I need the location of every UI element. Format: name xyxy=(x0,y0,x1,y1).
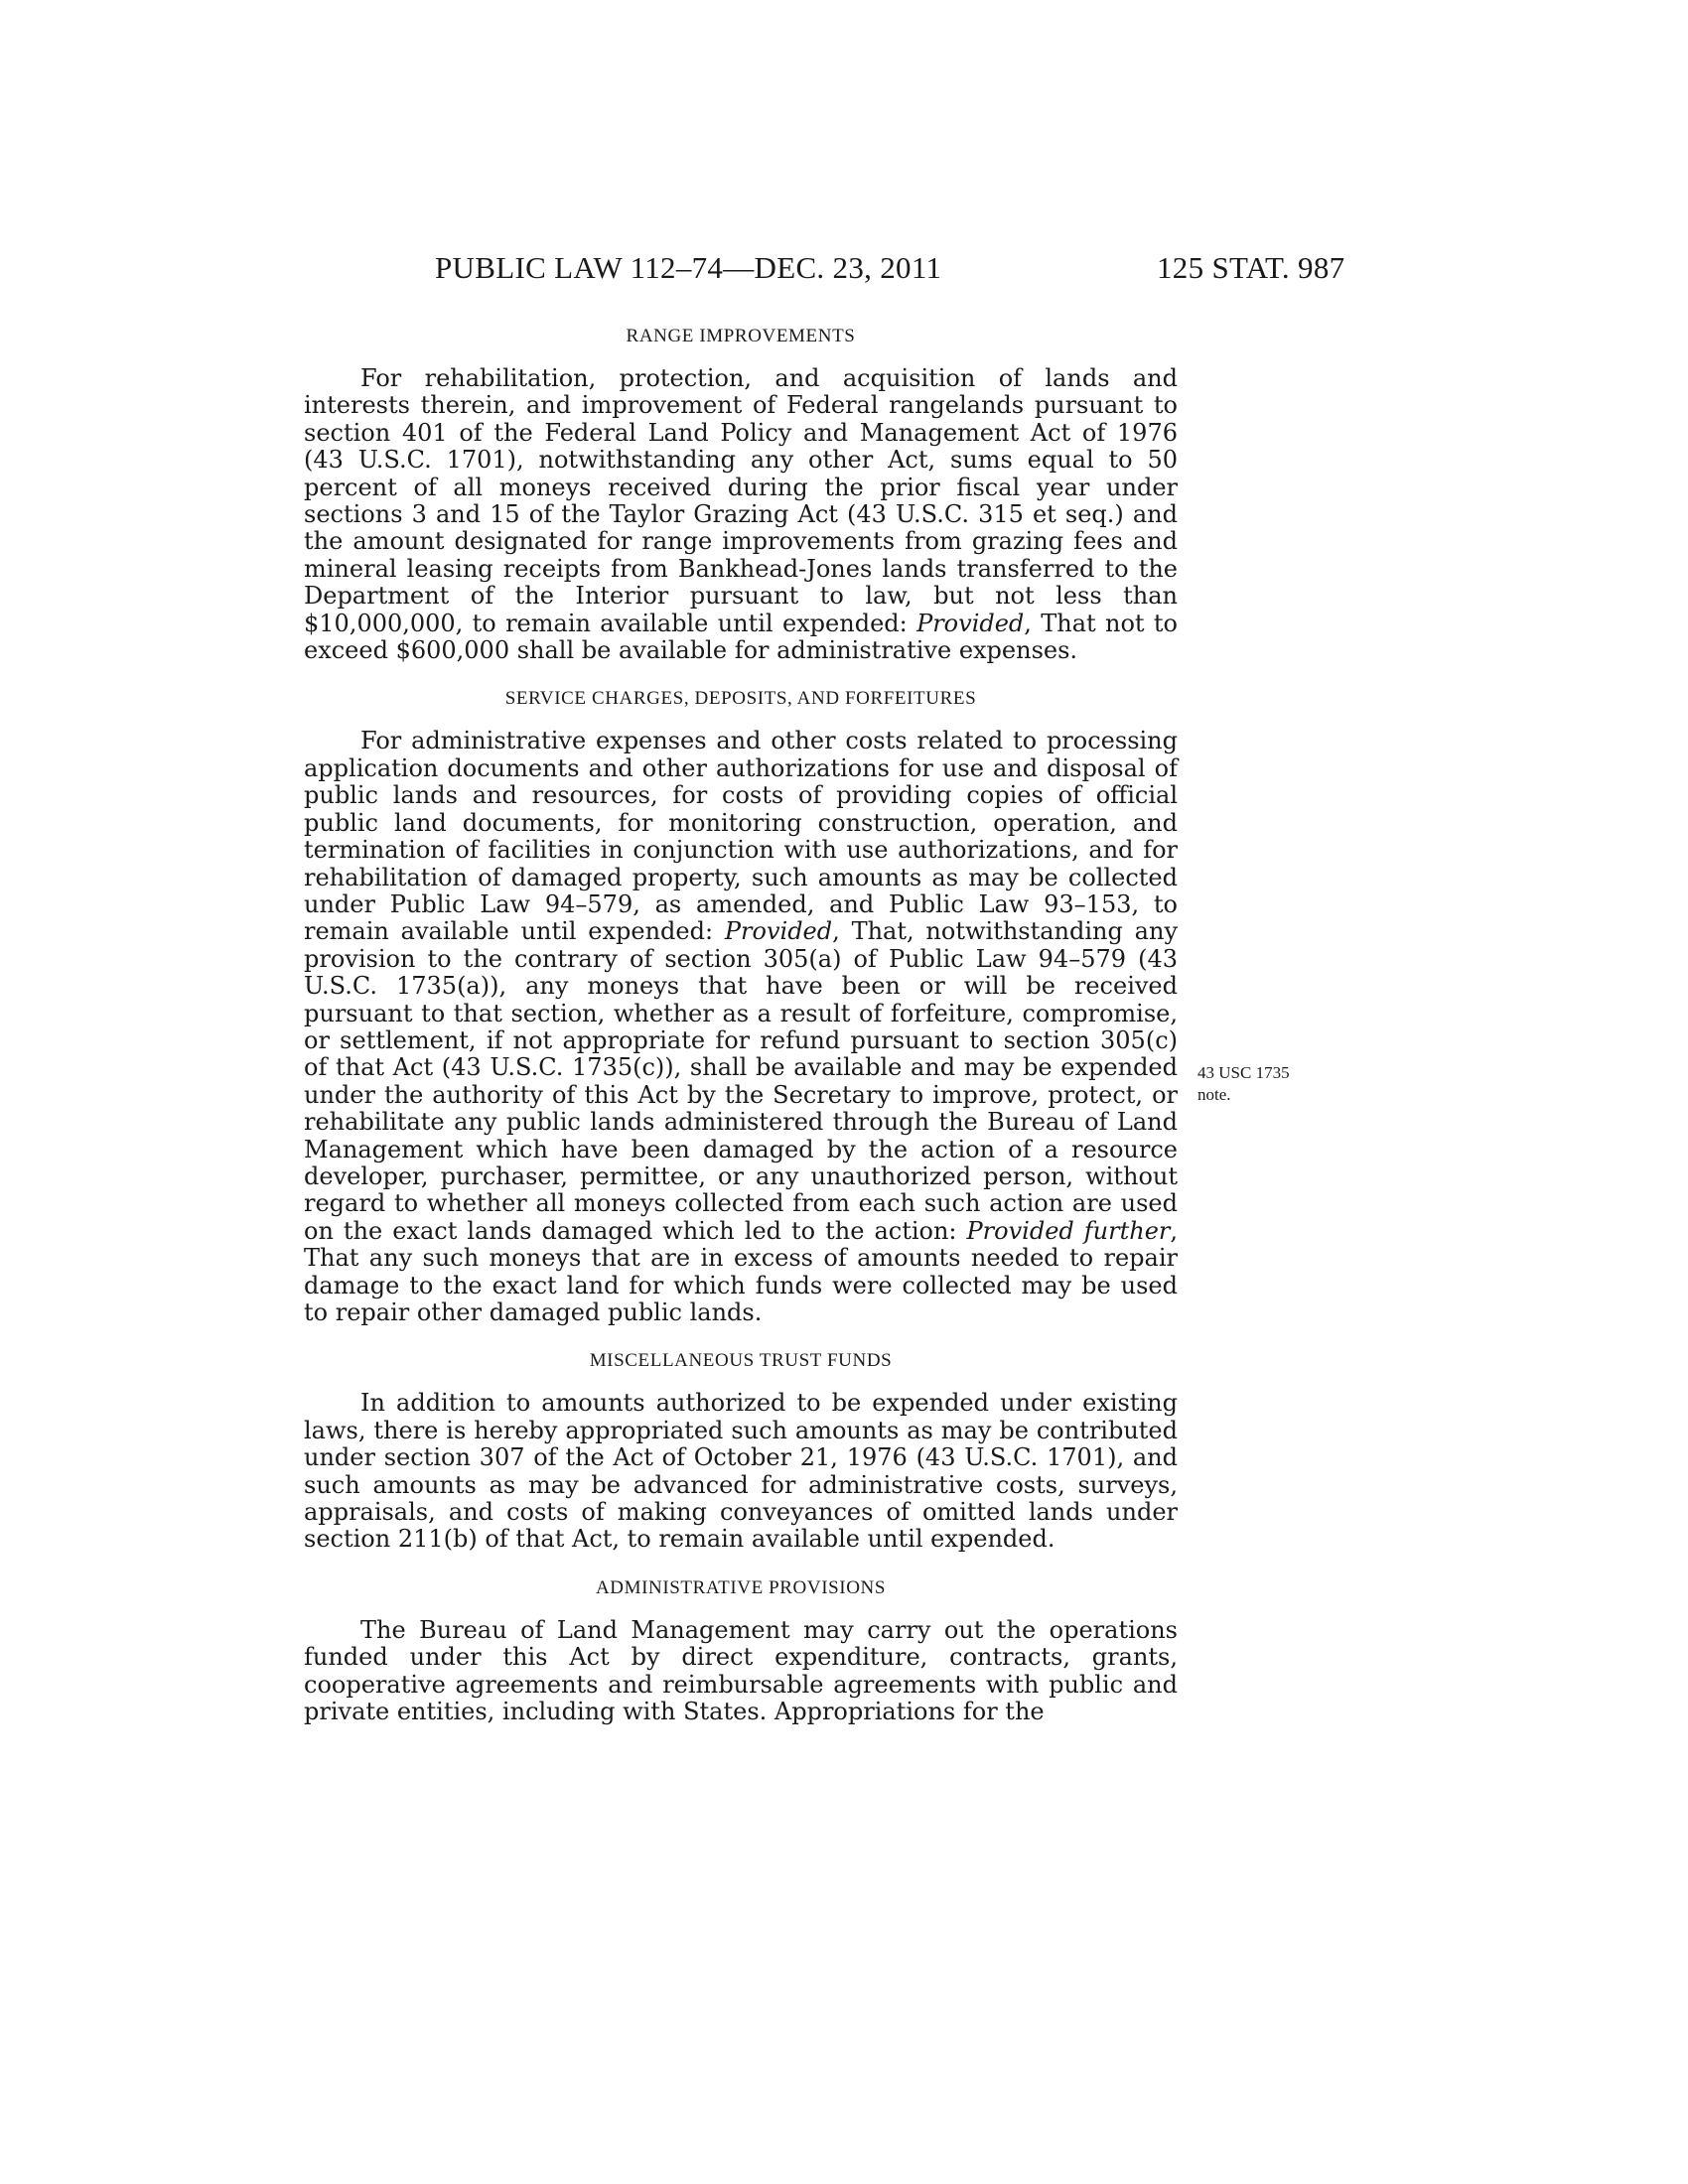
paragraph-italic-text: Provided further xyxy=(966,1216,1171,1245)
section-service-charges xyxy=(304,688,1178,1326)
section-heading: MISCELLANEOUS TRUST FUNDS xyxy=(589,1350,893,1372)
running-header-title: PUBLIC LAW 112–74—DEC. 23, 2011 xyxy=(435,250,942,285)
section-range-improvements xyxy=(304,326,1178,664)
margin-note-citation xyxy=(1197,1062,1290,1106)
paragraph-text: , That not to exceed $600,000 shall be available for administrative expenses. xyxy=(304,609,1178,665)
paragraph-text: In addition to amounts authorized to be expended under existing laws, there is hereby appropriated such amounts as may be contributed under section 307 of the Act of October 21, 1976 (43 U.S.C. 1701), and such amounts as may be advanced for administrative costs, surveys, appraisals, and costs of making conveyances of omitted lands under section 211(b) of that Act, to remain available until expended. xyxy=(304,1389,1178,1554)
stat-page-number: 125 STAT. 987 xyxy=(1157,250,1345,285)
paragraph-text: For rehabilitation, protection, and acquisition of lands and interests therein, and improvement of Federal rangelands pursuant to section 401 of the Federal Land Policy and Management Act of 1976 (43 U.S.C. 1701), notwithstanding any other Act, sums equal to 50 percent of all moneys received during the prior fiscal year under sections 3 and 15 of the Taylor Grazing Act (43 U.S.C. 315 et seq.) and the amount designated for range improvements from grazing fees and mineral leasing receipts from Bankhead-Jones lands transferred to the Department of the Interior pursuant to law, but not less than $10,000,000, to remain available until expended: xyxy=(304,364,1178,637)
paragraph-italic-text: Provided xyxy=(916,609,1025,637)
margin-note-line: note. xyxy=(1197,1085,1231,1104)
section-heading: SERVICE CHARGES, DEPOSITS, AND FORFEITURES xyxy=(504,688,977,710)
section-paragraph xyxy=(304,1390,1178,1553)
section-administrative-provisions xyxy=(304,1577,1178,1726)
section-heading: RANGE IMPROVEMENTS xyxy=(626,326,856,346)
section-paragraph xyxy=(304,365,1178,664)
section-heading: ADMINISTRATIVE PROVISIONS xyxy=(595,1576,887,1598)
margin-note-line: 43 USC 1735 xyxy=(1197,1063,1290,1082)
section-miscellaneous-trust-funds xyxy=(304,1350,1178,1553)
paragraph-text: For administrative expenses and other costs related to processing application documents and other authorizations for use and disposal of public lands and resources, for costs of providing copies of official public land documents, for monitoring construction, operation, and termination of facilities in conjunction with use authorizations, and for rehabilitation of damaged property, such amounts as may be collected under Public Law 94–579, as amended, and Public Law 93–153, to remain available until expended: xyxy=(304,727,1178,946)
body-column xyxy=(304,326,1178,1749)
paragraph-italic-text: Provided xyxy=(724,917,833,946)
section-paragraph xyxy=(304,1617,1178,1726)
paragraph-text: The Bureau of Land Management may carry out the operations funded under this Act by direct expenditure, contracts, grants, cooperative agreements and reimbursable agreements with public and private entities, including with States. Appropriations for the xyxy=(304,1615,1178,1726)
paragraph-text: , That, notwithstanding any provision to the contrary of section 305(a) of Public Law 94–579 (43 U.S.C. 1735(a)), any moneys that have been or will be received pursuant to that section, whether as a result of forfeiture, compromise, or settlement, if not appropriate for refund pursuant to section 305(c) of that Act (43 U.S.C. 1735(c)), shall be available and may be expended under the authority of this Act by the Secretary to improve, protect, or rehabilitate any public lands administered through the Bureau of Land Management which have been damaged by the action of a resource developer, purchaser, permittee, or any unauthorized person, without regard to whether all moneys collected from each such action are used on the exact lands damaged which led to the action: xyxy=(304,917,1179,1245)
paragraph-text: , That any such moneys that are in excess of amounts needed to repair damage to the exact land for which funds were collected may be used to repair other damaged public lands. xyxy=(304,1216,1179,1326)
section-paragraph xyxy=(304,728,1178,1326)
